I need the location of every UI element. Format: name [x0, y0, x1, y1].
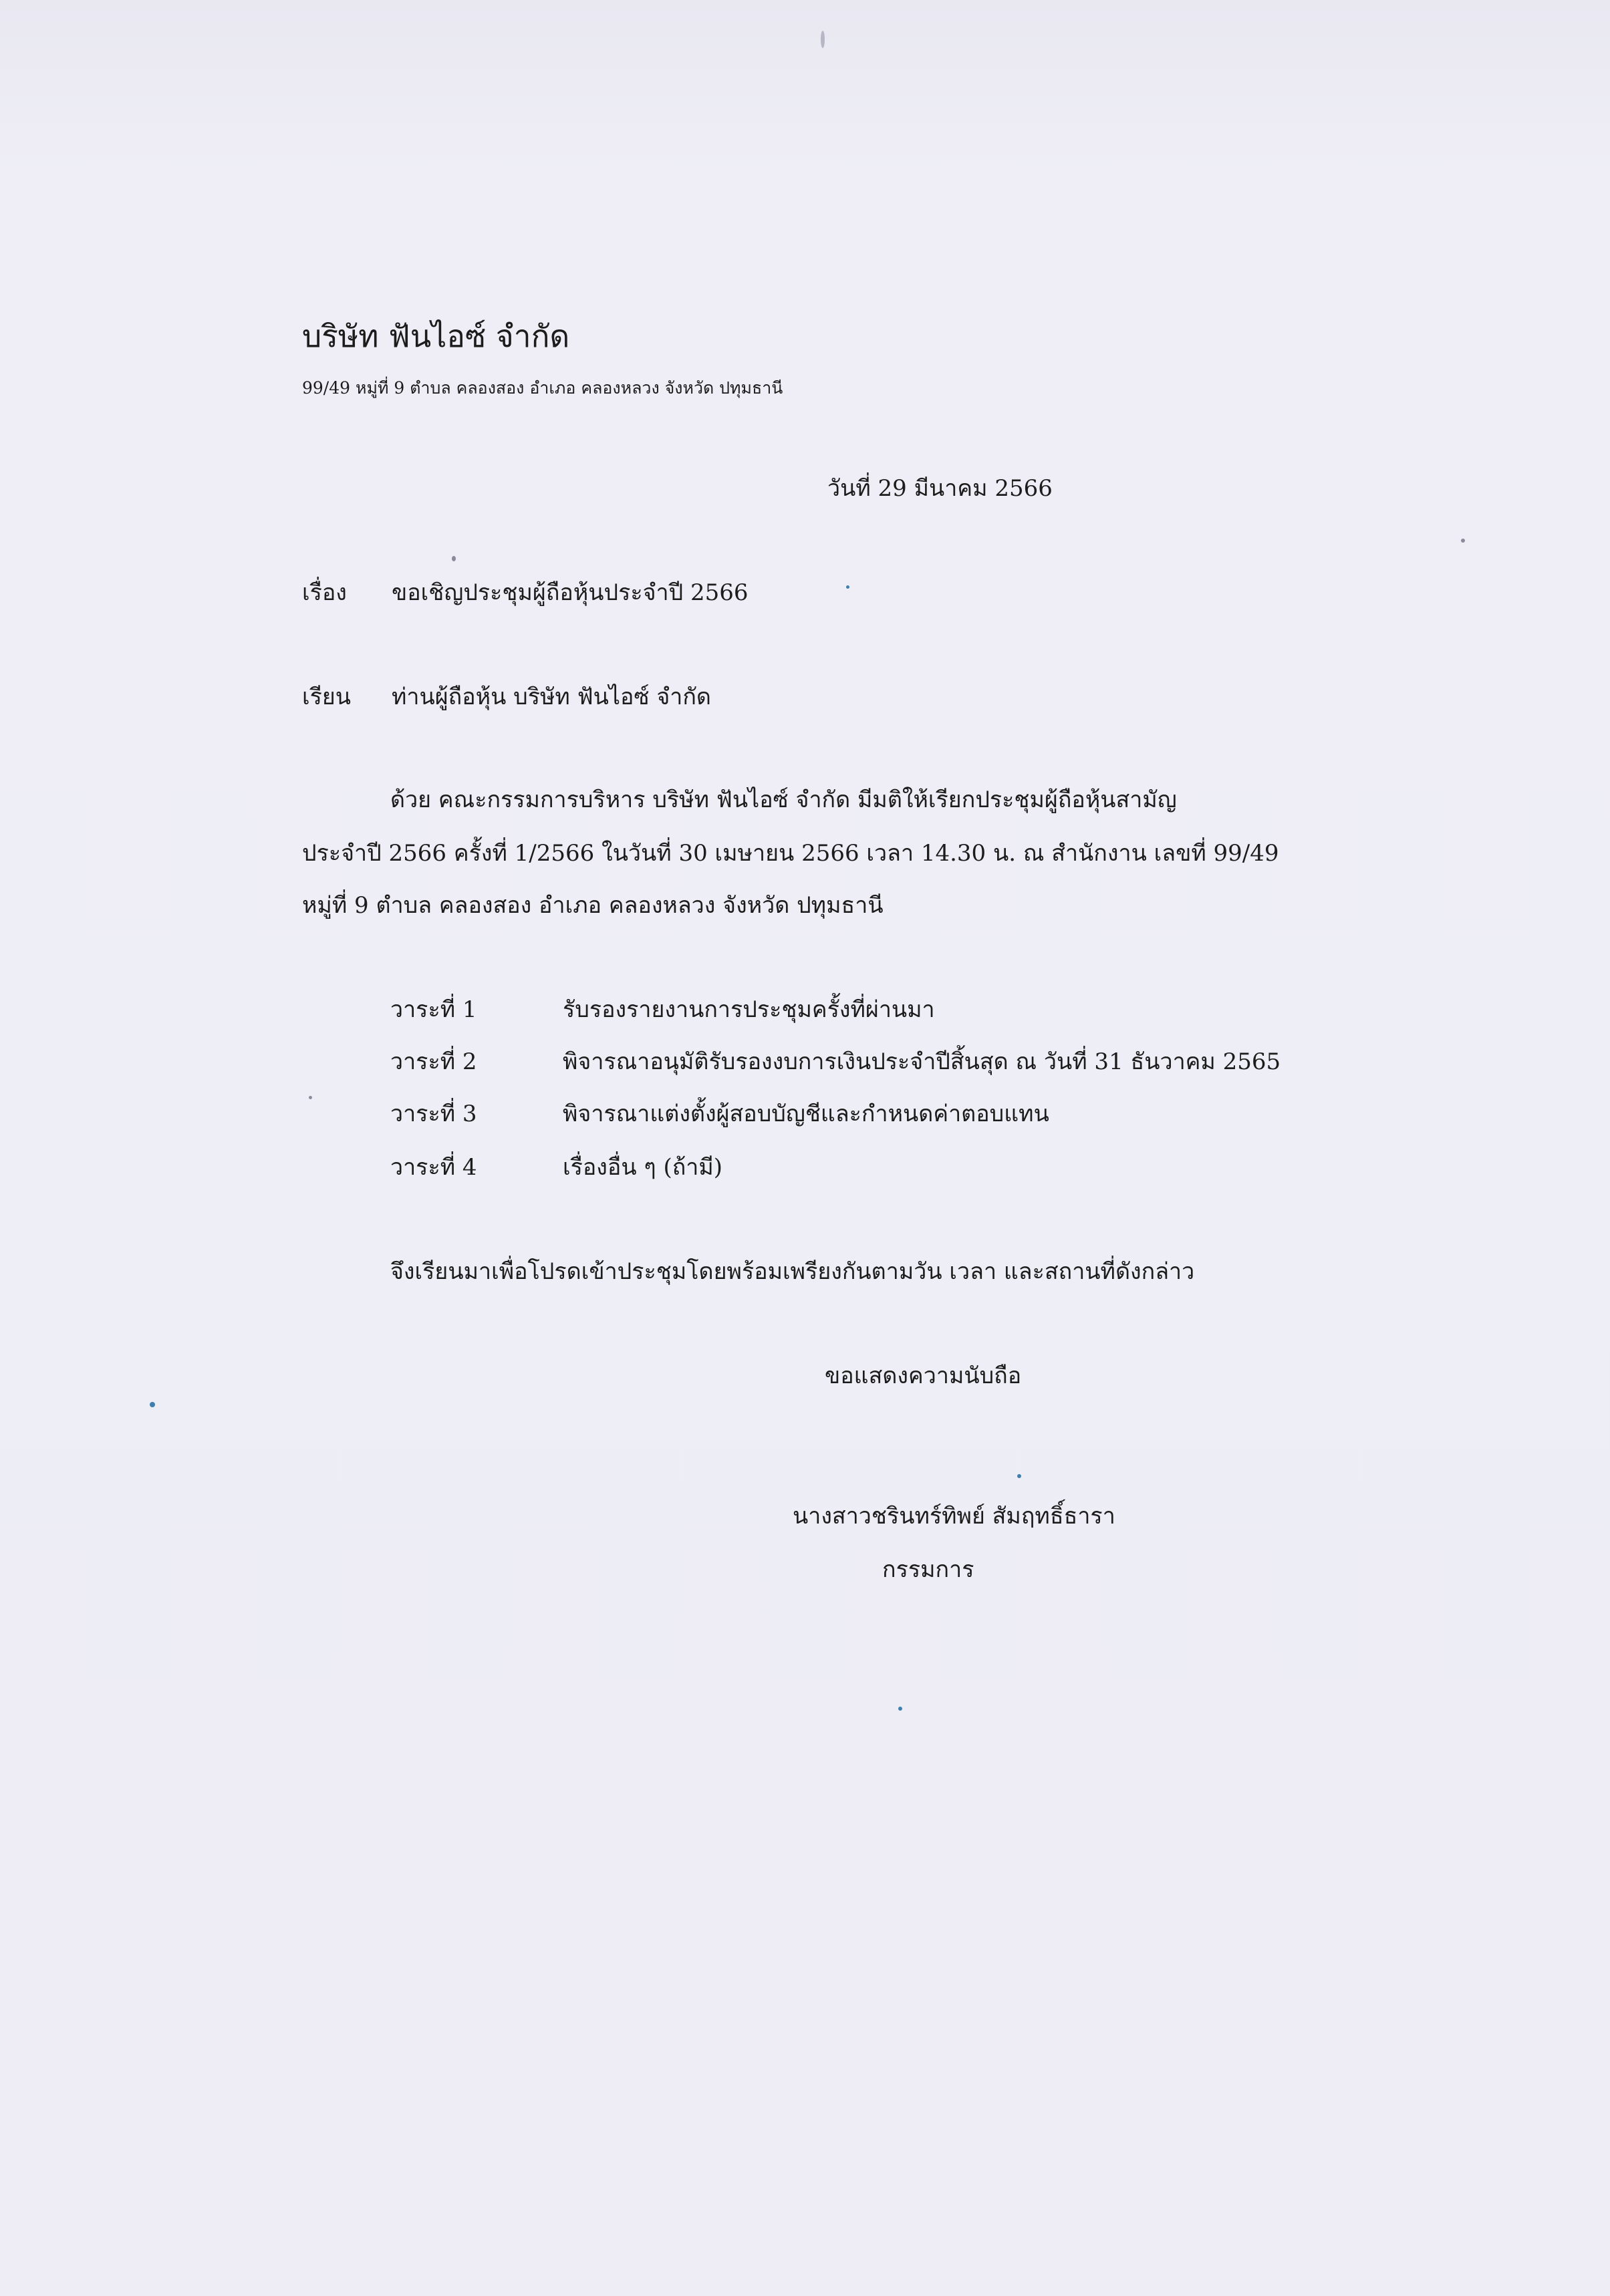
- body-paragraph-line: ด้วย คณะกรรมการบริหาร บริษัท ฟันไอซ์ จำกัด มีมติให้เรียกประชุมผู้ถือหุ้นสามัญ: [390, 786, 1177, 813]
- subject-text: ขอเชิญประชุมผู้ถือหุ้นประจำปี 2566: [392, 579, 749, 606]
- agenda-item-number: วาระที่ 2: [390, 1048, 477, 1075]
- letter-date: วันที่ 29 มีนาคม 2566: [827, 475, 1053, 502]
- company-name: บริษัท ฟันไอซ์ จำกัด: [302, 318, 570, 354]
- agenda-item-text: รับรองรายงานการประชุมครั้งที่ผ่านมา: [563, 996, 935, 1023]
- scan-speck: [898, 1707, 902, 1711]
- subject-label: เรื่อง: [302, 579, 347, 606]
- recipient-text: ท่านผู้ถือหุ้น บริษัท ฟันไอซ์ จำกัด: [392, 684, 712, 710]
- agenda-item-number: วาระที่ 3: [390, 1101, 477, 1127]
- scan-speck: [1461, 539, 1465, 543]
- agenda-item-number: วาระที่ 4: [390, 1154, 477, 1181]
- body-paragraph-line: ประจำปี 2566 ครั้งที่ 1/2566 ในวันที่ 30 เมษายน 2566 เวลา 14.30 น. ณ สำนักงาน เลขที่ 99/49: [302, 840, 1279, 867]
- scan-speck: [452, 556, 456, 561]
- company-address: 99/49 หมู่ที่ 9 ตำบล คลองสอง อำเภอ คลองหลวง จังหวัด ปทุมธานี: [302, 378, 783, 398]
- agenda-item-text: เรื่องอื่น ๆ (ถ้ามี): [563, 1154, 723, 1181]
- regards: ขอแสดงความนับถือ: [825, 1362, 1022, 1389]
- scan-speck: [1017, 1474, 1021, 1478]
- scan-speck: [150, 1402, 155, 1407]
- signer-title: กรรมการ: [882, 1556, 974, 1583]
- signer-name: นางสาวชรินทร์ทิพย์ สัมฤทธิ์ธารา: [793, 1503, 1115, 1530]
- scan-speck: [309, 1096, 312, 1099]
- agenda-item-number: วาระที่ 1: [390, 996, 477, 1023]
- body-paragraph-line: หมู่ที่ 9 ตำบล คลองสอง อำเภอ คลองหลวง จังหวัด ปทุมธานี: [302, 892, 884, 919]
- agenda-item-text: พิจารณาอนุมัติรับรองงบการเงินประจำปีสิ้นสุด ณ วันที่ 31 ธันวาคม 2565: [563, 1048, 1281, 1075]
- agenda-item-text: พิจารณาแต่งตั้งผู้สอบบัญชีและกำหนดค่าตอบแทน: [563, 1101, 1049, 1127]
- scan-speck: [821, 31, 825, 48]
- closing-sentence: จึงเรียนมาเพื่อโปรดเข้าประชุมโดยพร้อมเพรียงกันตามวัน เวลา และสถานที่ดังกล่าว: [390, 1258, 1195, 1285]
- recipient-label: เรียน: [302, 684, 352, 710]
- scan-speck: [846, 585, 849, 589]
